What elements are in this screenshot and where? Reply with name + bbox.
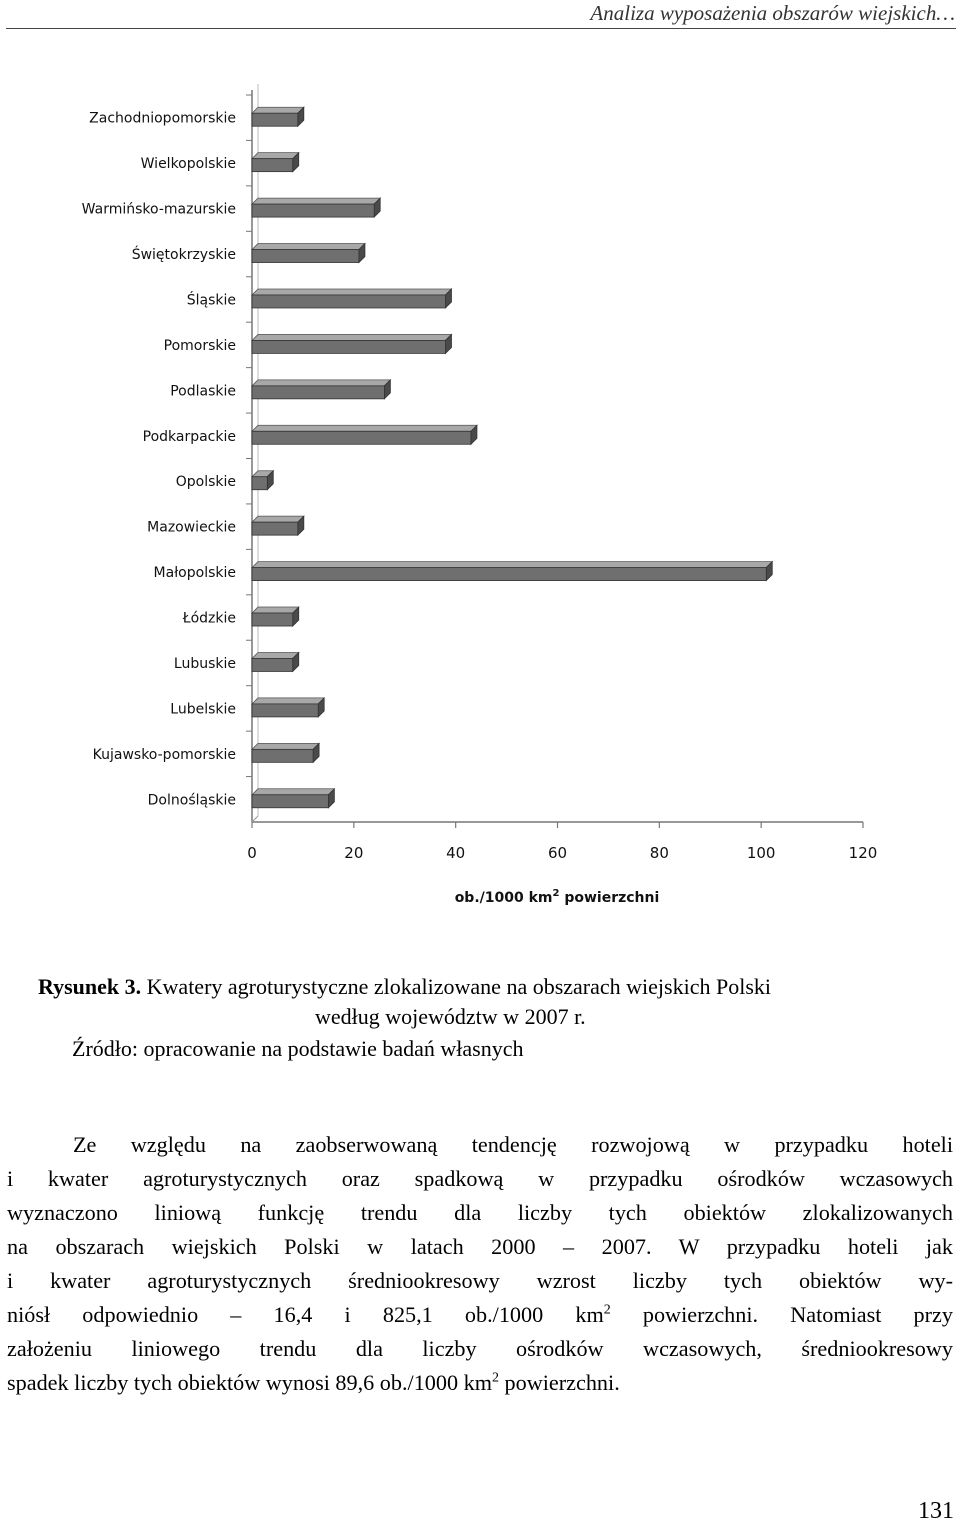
chart-axes <box>246 84 863 828</box>
bar <box>252 471 273 490</box>
paragraph-line <box>7 1366 953 1400</box>
tick-labels <box>247 844 877 862</box>
paragraph-line: wyznaczono liniową funkcję trendu dla liczby tych obiektów zlokalizowanych <box>7 1200 953 1225</box>
floor-edge <box>252 816 258 822</box>
bar <box>252 562 772 581</box>
bar <box>252 743 319 762</box>
category-label: Łódzkie <box>182 610 236 627</box>
body-paragraph <box>7 1128 953 1400</box>
category-label: Opolskie <box>175 474 236 491</box>
paragraph-line: założeniu liniowego trendu dla liczby ośrodków wczasowych, średniookresowy <box>7 1336 953 1361</box>
x-axis-title: ob./1000 $km^2$ powierzchni <box>454 888 660 906</box>
bar <box>252 289 451 308</box>
figure-caption-line2: według województw w 2007 r. <box>315 1004 586 1029</box>
category-label: Mazowieckie <box>147 519 236 536</box>
bar <box>252 516 304 535</box>
caption-label: Rysunek 3. <box>38 974 142 999</box>
category-label: Świętokrzyskie <box>131 247 236 264</box>
x-tick-label: 0 <box>247 844 257 862</box>
figure-caption <box>38 973 928 1001</box>
paragraph-line: Ze względu na zaobserwowaną tendencję rozwojową w przypadku hoteli <box>73 1132 953 1157</box>
category-labels <box>82 111 236 809</box>
chart-bars <box>252 107 772 808</box>
x-tick-label: 100 <box>746 844 776 862</box>
category-label: Lubelskie <box>170 701 236 718</box>
category-label: Wielkopolskie <box>140 156 236 173</box>
category-label: Śląskie <box>186 292 236 309</box>
text-run: powierzchni. <box>498 1370 620 1395</box>
category-label: Małopolskie <box>153 565 236 582</box>
header-rule <box>6 28 956 29</box>
bar <box>252 153 299 172</box>
category-label: Dolnośląskie <box>147 792 236 809</box>
caption-text: Kwatery agroturystyczne zlokalizowane na obszarach wiejskich Polski <box>141 974 771 999</box>
paragraph-line: i kwater agroturystycznych średniookresowy wzrost liczby tych obiektów wy- <box>7 1268 953 1293</box>
category-label: Podkarpackie <box>142 428 236 445</box>
category-label: Lubuskie <box>173 655 236 672</box>
bar <box>252 789 334 808</box>
bar <box>252 198 380 217</box>
bar <box>252 607 299 626</box>
figure-source: Źródło: opracowanie na podstawie badań własnych <box>72 1036 524 1061</box>
category-label: Podlaskie <box>170 383 236 400</box>
bar <box>252 652 299 671</box>
bar-chart <box>0 60 960 940</box>
bar <box>252 107 304 126</box>
page-number: 131 <box>918 1498 954 1524</box>
category-label: Kujawsko-pomorskie <box>92 746 236 763</box>
superscript: 2 <box>491 1370 499 1386</box>
x-tick-label: 60 <box>547 844 568 862</box>
category-label: Pomorskie <box>163 337 236 354</box>
text-run: powierzchni. Natomiast przy <box>610 1302 953 1327</box>
bar <box>252 698 324 717</box>
bar <box>252 244 365 263</box>
x-tick-label: 20 <box>344 844 364 862</box>
bar <box>252 380 390 399</box>
running-head: Analiza wyposażenia obszarów wiejskich… <box>590 1 955 25</box>
paragraph-line: na obszarach wiejskich Polski w latach 2000 – 2007. W przypadku hoteli jak <box>7 1234 953 1259</box>
text-run: niósł odpowiednio – 16,4 i 825,1 ob./1000 km <box>7 1302 604 1327</box>
x-tick-label: 40 <box>446 844 466 862</box>
paragraph-line: i kwater agroturystycznych oraz spadkową w przypadku ośrodków wczasowych <box>7 1166 953 1191</box>
paragraph-line <box>7 1298 953 1332</box>
x-tick-label: 120 <box>848 844 878 862</box>
superscript: 2 <box>603 1302 611 1318</box>
bar <box>252 425 477 444</box>
text-run: spadek liczby tych obiektów wynosi 89,6 ob./1000 km <box>7 1370 492 1395</box>
x-tick-label: 80 <box>649 844 669 862</box>
category-label: Zachodniopomorskie <box>89 110 236 127</box>
bar <box>252 334 451 353</box>
category-label: Warmińsko-mazurskie <box>81 201 236 218</box>
